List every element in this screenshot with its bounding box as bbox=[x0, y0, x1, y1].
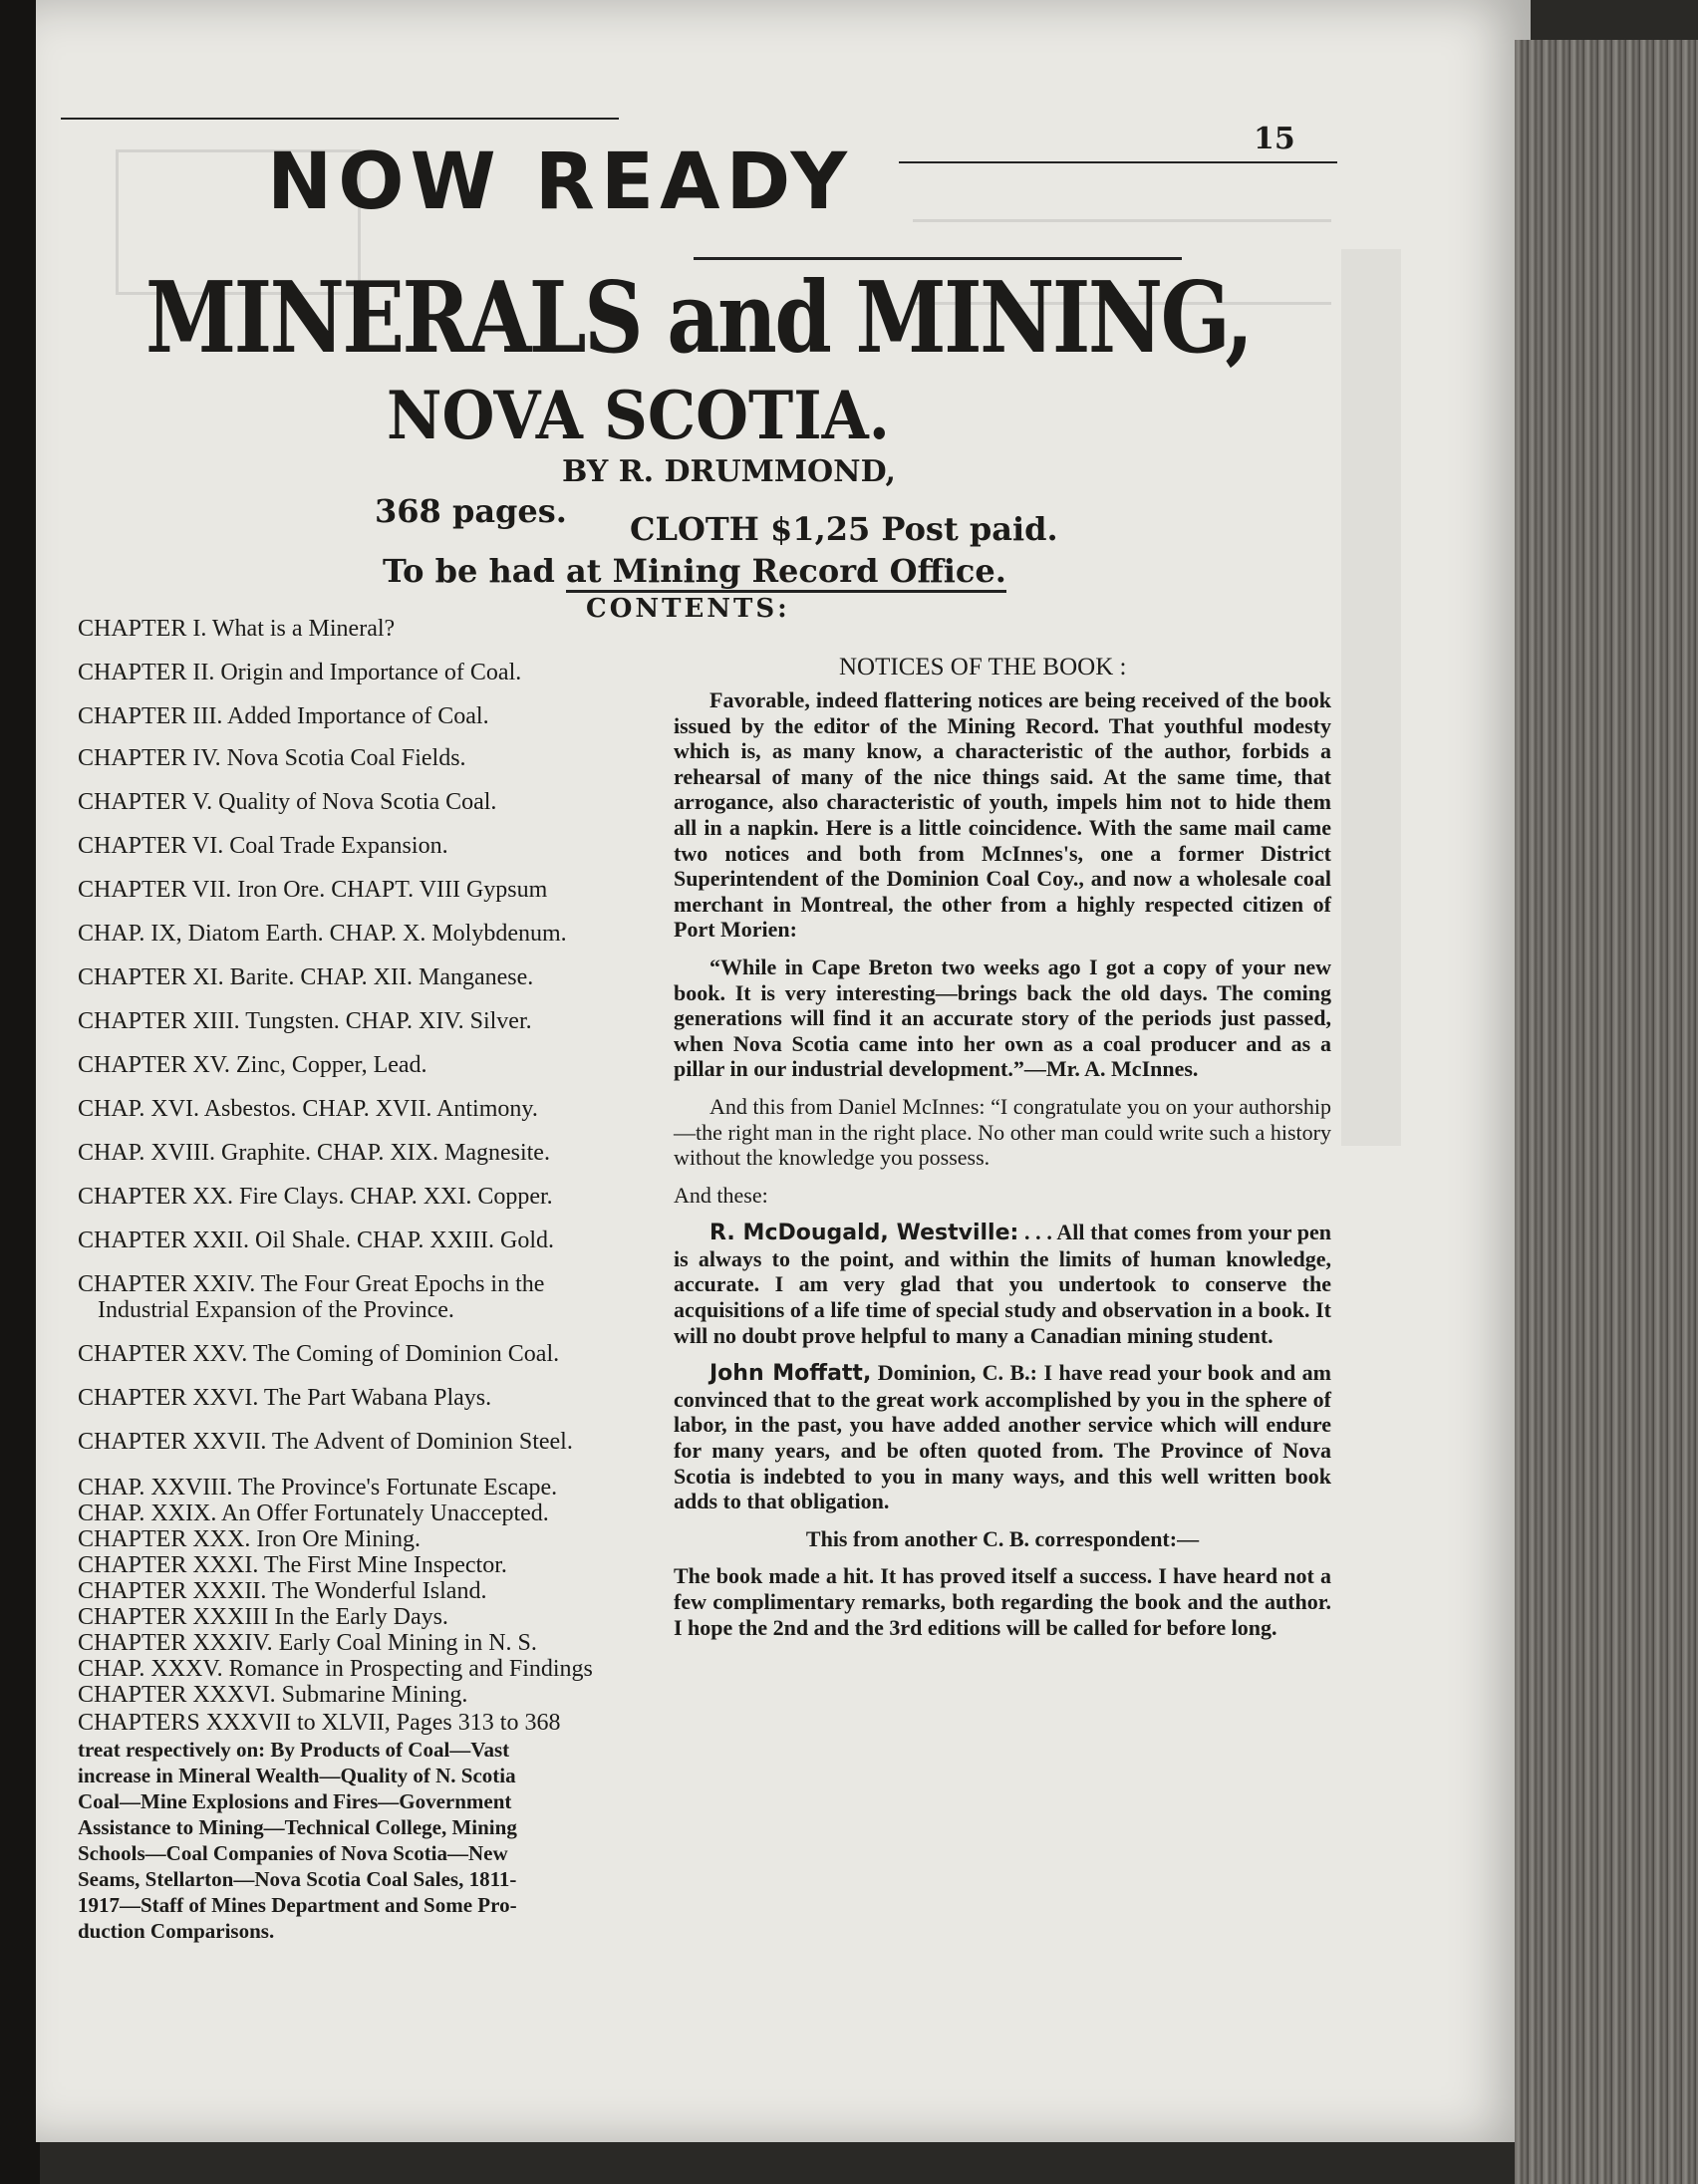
and-these-label: And these: bbox=[674, 1182, 768, 1208]
chapter-item: CHAP. XXXV. Romance in Prospecting and Findings bbox=[78, 1656, 593, 1682]
chapter-item: Seams, Stellarton—Nova Scotia Coal Sales, 1811- bbox=[78, 1867, 517, 1891]
chapter-item: CHAPTER XXVII. The Advent of Dominion Steel. bbox=[78, 1429, 573, 1455]
notice-quote-mcinnes: “While in Cape Breton two weeks ago I got a copy of your new book. It is very interesting—brings back the old days. The coming generations will find it an accurate story of the periods just passed, when Nova Scotia came into her own as a coal producer and as a pillar in our industrial development.”—Mr. A. McInnes. bbox=[674, 954, 1331, 1082]
chapter-item: CHAPTER II. Origin and Importance of Coal. bbox=[78, 660, 522, 685]
chapter-item: CHAPTERS XXXVII to XLVII, Pages 313 to 368 bbox=[78, 1710, 561, 1736]
chapter-item: CHAPTER XV. Zinc, Copper, Lead. bbox=[78, 1052, 427, 1078]
book-spine-edge bbox=[1515, 40, 1698, 2184]
chapter-item: CHAPTER XX. Fire Clays. CHAP. XXI. Copper. bbox=[78, 1184, 553, 1210]
notice-mcdougald bbox=[674, 1220, 1331, 1348]
book-author: BY R. DRUMMOND, bbox=[562, 454, 896, 489]
notice-moffatt bbox=[674, 1360, 1331, 1514]
chapter-item: CHAPTER V. Quality of Nova Scotia Coal. bbox=[78, 789, 497, 815]
scan-border bbox=[0, 0, 40, 2184]
banner-heading: NOW READY bbox=[267, 137, 854, 227]
chapter-item: CHAPTER VI. Coal Trade Expansion. bbox=[78, 833, 448, 859]
chapter-item: 1917—Staff of Mines Department and Some Pro- bbox=[78, 1893, 517, 1917]
availability-prefix: To be had bbox=[383, 552, 567, 590]
chapter-item: CHAPTER XIII. Tungsten. CHAP. XIV. Silver. bbox=[78, 1008, 532, 1034]
notices-intro: Favorable, indeed flattering notices are being received of the book issued by the editor of the Mining Record. That youthful modesty which is, as many know, a characteristic of the author, forbids a rehearsal of many of the nice things said. At the same time, that arrogance, also characteristic of youth, impels him not to hide them all in a napkin. Here is a little coincidence. With the same mail came two notices and both from McInnes's, one a former District Superintendent of the Dominion Coal Coy., and now a wholesale coal merchant in Montreal, the other from a highly respected citizen of Port Morien: bbox=[674, 687, 1331, 943]
chapter-item: CHAPTER XXXVI. Submarine Mining. bbox=[78, 1682, 468, 1708]
chapter-item: duction Comparisons. bbox=[78, 1919, 275, 1943]
page bbox=[36, 0, 1531, 2142]
chapter-item: CHAPTER XXXII. The Wonderful Island. bbox=[78, 1578, 487, 1604]
chapter-item: CHAPTER XXII. Oil Shale. CHAP. XXIII. Gold. bbox=[78, 1228, 554, 1253]
chapter-item: treat respectively on: By Products of Coal—Vast bbox=[78, 1738, 510, 1762]
notice-body: Dominion, C. B.: I have read your book and am convinced that to the great work accomplished by you in the sphere of labor, in the past, you have added another service which will endure for many years, and be often quoted from. The Province of Nova Scotia is indebted to you in many ways, and this well written book adds to that obligation. bbox=[674, 1360, 1331, 1514]
chapter-item: CHAPTER XXVI. The Part Wabana Plays. bbox=[78, 1385, 492, 1411]
chapter-item: CHAPTER XI. Barite. CHAP. XII. Manganese. bbox=[78, 964, 534, 990]
notice-cb-body: The book made a hit. It has proved itself a success. I have heard not a few complimentary remarks, both regarding the book and the author. I hope the 2nd and the 3rd editions will be called for before long. bbox=[674, 1563, 1331, 1640]
book-title: MINERALS and MINING, bbox=[145, 261, 1252, 376]
chapter-item: CHAPTER VII. Iron Ore. CHAPT. VIII Gypsum bbox=[78, 877, 548, 903]
availability bbox=[383, 552, 1006, 590]
availability-place: at Mining Record Office. bbox=[566, 552, 1006, 593]
chapter-item: increase in Mineral Wealth—Quality of N. Scotia bbox=[78, 1764, 516, 1787]
chapter-item: CHAP. XVI. Asbestos. CHAP. XVII. Antimony. bbox=[78, 1096, 538, 1122]
chapter-item: CHAPTER XXXIV. Early Coal Mining in N. S. bbox=[78, 1630, 537, 1656]
book-subtitle: NOVA SCOTIA. bbox=[387, 377, 890, 454]
chapter-item: CHAP. IX, Diatom Earth. CHAP. X. Molybdenum. bbox=[78, 921, 567, 947]
contents-heading: CONTENTS: bbox=[586, 594, 790, 624]
price: CLOTH $1,25 Post paid. bbox=[630, 510, 1058, 548]
chapter-item: CHAP. XXIX. An Offer Fortunately Unaccepted. bbox=[78, 1501, 549, 1526]
header-rule-left bbox=[61, 118, 619, 120]
notice-body: . . . All that comes from your pen is always to the point, and within the limits of human knowledge, accurate. I am very glad that you undertook to conserve the acquisitions of a life time of special study and observation in a book. It will no doubt prove helpful to many a Canadian mining student. bbox=[674, 1220, 1332, 1348]
notice-quote-daniel-mcinnes: And this from Daniel McInnes: “I congratulate you on your authorship—the right man in the right place. No other man could write such a history without the knowledge you possess. bbox=[674, 1093, 1331, 1171]
chapter-item: Coal—Mine Explosions and Fires—Government bbox=[78, 1789, 512, 1813]
chapter-item: CHAP. XVIII. Graphite. CHAP. XIX. Magnesite. bbox=[78, 1140, 550, 1166]
chapter-item: CHAPTER XXXIII In the Early Days. bbox=[78, 1604, 448, 1630]
notice-cb-intro: This from another C. B. correspondent:— bbox=[805, 1525, 1200, 1551]
notices-column bbox=[674, 687, 1331, 1652]
notice-author-name: John Moffatt, bbox=[709, 1361, 872, 1387]
chapter-item: CHAPTER IV. Nova Scotia Coal Fields. bbox=[78, 745, 466, 771]
chapter-item: Industrial Expansion of the Province. bbox=[98, 1297, 454, 1323]
chapter-item: Assistance to Mining—Technical College, Mining bbox=[78, 1815, 517, 1839]
chapter-item: CHAP. XXVIII. The Province's Fortunate Escape. bbox=[78, 1475, 558, 1501]
chapter-item: CHAPTER XXV. The Coming of Dominion Coal. bbox=[78, 1341, 560, 1367]
chapter-item: CHAPTER I. What is a Mineral? bbox=[78, 616, 396, 642]
banner-underline bbox=[694, 257, 1182, 260]
chapter-item: CHAPTER XXIV. The Four Great Epochs in the bbox=[78, 1271, 545, 1297]
bleed-through-block bbox=[1341, 249, 1401, 1146]
notices-heading: NOTICES OF THE BOOK : bbox=[839, 654, 1127, 681]
chapter-item: CHAPTER III. Added Importance of Coal. bbox=[78, 703, 489, 729]
page-count: 368 pages. bbox=[375, 492, 567, 530]
chapter-item: CHAPTER XXXI. The First Mine Inspector. bbox=[78, 1552, 507, 1578]
page-number: 15 bbox=[1254, 122, 1295, 156]
chapter-item: Schools—Coal Companies of Nova Scotia—New bbox=[78, 1841, 508, 1865]
header-rule-right bbox=[899, 161, 1337, 163]
notice-author-name: R. McDougald, Westville: bbox=[709, 1221, 1019, 1246]
chapter-item: CHAPTER XXX. Iron Ore Mining. bbox=[78, 1526, 421, 1552]
